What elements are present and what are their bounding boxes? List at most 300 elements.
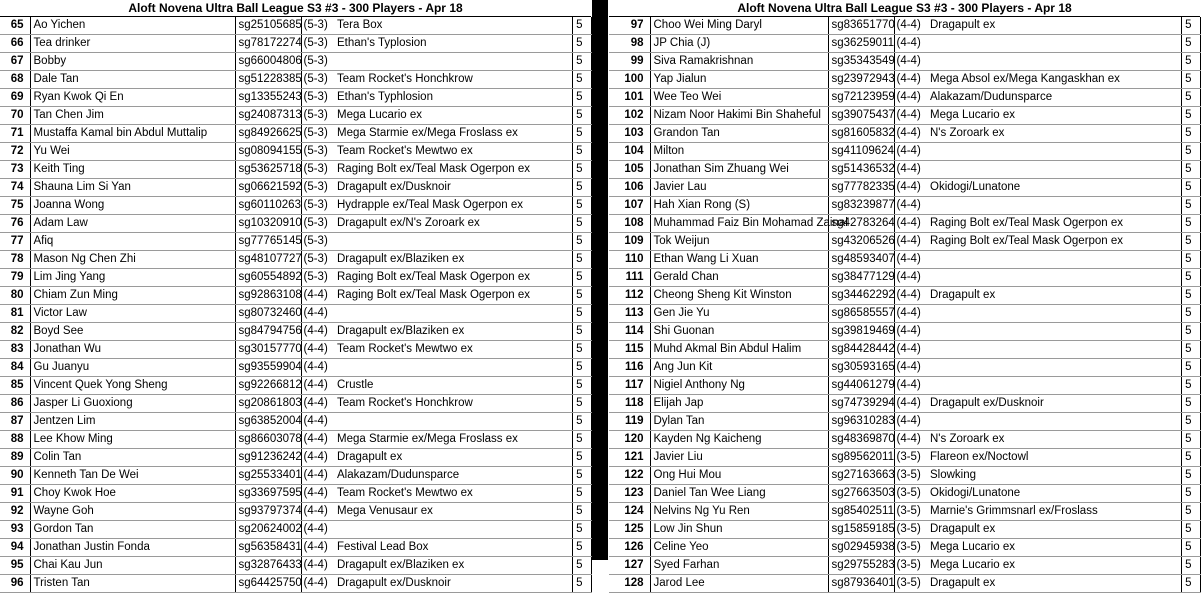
deck-name-cell: Raging Bolt ex/Teal Mask Ogerpon ex	[334, 161, 572, 179]
player-number-cell: 67	[0, 53, 30, 71]
player-name-cell: Jonathan Wu	[30, 341, 235, 359]
points-cell: 5	[572, 485, 591, 503]
match-record-cell: (4-4)	[894, 107, 927, 125]
points-cell: 5	[1181, 395, 1200, 413]
points-cell: 5	[1181, 341, 1200, 359]
player-name-cell: Low Jin Shun	[650, 521, 828, 539]
points-cell: 5	[572, 341, 591, 359]
player-number-cell: 99	[609, 53, 650, 71]
points-cell: 5	[1181, 35, 1200, 53]
points-cell: 5	[572, 233, 591, 251]
player-number-cell: 79	[0, 269, 30, 287]
player-number-cell: 128	[609, 575, 650, 593]
player-name-cell: Gordon Tan	[30, 521, 235, 539]
points-cell: 5	[1181, 521, 1200, 539]
player-id-cell: sg86603078	[235, 431, 301, 449]
player-id-cell: sg86585557	[828, 305, 894, 323]
points-cell: 5	[1181, 557, 1200, 575]
table-row	[0, 341, 591, 359]
player-id-cell: sg85402511	[828, 503, 894, 521]
table-row	[0, 233, 591, 251]
player-number-cell: 120	[609, 431, 650, 449]
player-id-cell: sg20861803	[235, 395, 301, 413]
deck-name-cell: Raging Bolt ex/Teal Mask Ogerpon ex	[334, 269, 572, 287]
points-cell: 5	[1181, 125, 1200, 143]
points-cell: 5	[572, 449, 591, 467]
points-cell: 5	[572, 431, 591, 449]
player-number-cell: 117	[609, 377, 650, 395]
deck-name-cell: Mega Absol ex/Mega Kangaskhan ex	[927, 71, 1181, 89]
player-id-cell: sg44061279	[828, 377, 894, 395]
player-number-cell: 108	[609, 215, 650, 233]
player-id-cell: sg48593407	[828, 251, 894, 269]
table-row	[0, 71, 591, 89]
player-id-cell: sg84428442	[828, 341, 894, 359]
match-record-cell: (4-4)	[301, 575, 334, 593]
table-row	[609, 395, 1200, 413]
player-name-cell: Milton	[650, 143, 828, 161]
player-number-cell: 93	[0, 521, 30, 539]
deck-name-cell: Raging Bolt ex/Teal Mask Ogerpon ex	[927, 233, 1181, 251]
points-cell: 5	[1181, 71, 1200, 89]
table-row	[609, 557, 1200, 575]
match-record-cell: (4-4)	[301, 521, 334, 539]
match-record-cell: (5-3)	[301, 125, 334, 143]
player-name-cell: Hah Xian Rong (S)	[650, 197, 828, 215]
deck-name-cell: Mega Venusaur ex	[334, 503, 572, 521]
player-id-cell: sg48369870	[828, 431, 894, 449]
player-number-cell: 101	[609, 89, 650, 107]
table-row	[0, 89, 591, 107]
match-record-cell: (5-3)	[301, 35, 334, 53]
player-number-cell: 73	[0, 161, 30, 179]
points-cell: 5	[572, 71, 591, 89]
deck-name-cell: Mega Lucario ex	[927, 557, 1181, 575]
table-row	[0, 323, 591, 341]
points-cell: 5	[572, 143, 591, 161]
points-cell: 5	[572, 161, 591, 179]
player-id-cell: sg96310283	[828, 413, 894, 431]
player-name-cell: Ang Jun Kit	[650, 359, 828, 377]
player-id-cell: sg32876433	[235, 557, 301, 575]
table-row	[0, 107, 591, 125]
match-record-cell: (4-4)	[894, 161, 927, 179]
player-name-cell: Kayden Ng Kaicheng	[650, 431, 828, 449]
player-name-cell: Muhammad Faiz Bin Mohamad Zainal	[650, 215, 828, 233]
deck-name-cell	[927, 269, 1181, 287]
points-cell: 5	[572, 539, 591, 557]
player-id-cell: sg87936401	[828, 575, 894, 593]
deck-name-cell	[927, 413, 1181, 431]
points-cell: 5	[572, 215, 591, 233]
match-record-cell: (4-4)	[894, 89, 927, 107]
points-cell: 5	[1181, 215, 1200, 233]
player-number-cell: 104	[609, 143, 650, 161]
match-record-cell: (3-5)	[894, 557, 927, 575]
match-record-cell: (4-4)	[894, 431, 927, 449]
player-name-cell: Dylan Tan	[650, 413, 828, 431]
points-cell: 5	[1181, 269, 1200, 287]
table-row	[609, 305, 1200, 323]
table-row	[609, 323, 1200, 341]
player-id-cell: sg30157770	[235, 341, 301, 359]
table-row	[609, 341, 1200, 359]
player-id-cell: sg89562011	[828, 449, 894, 467]
player-id-cell: sg27163663	[828, 467, 894, 485]
table-row	[0, 395, 591, 413]
player-name-cell: Cheong Sheng Kit Winston	[650, 287, 828, 305]
match-record-cell: (4-4)	[301, 503, 334, 521]
table-row	[609, 215, 1200, 233]
player-number-cell: 77	[0, 233, 30, 251]
player-name-cell: Jonathan Sim Zhuang Wei	[650, 161, 828, 179]
deck-name-cell	[334, 413, 572, 431]
player-id-cell: sg80732460	[235, 305, 301, 323]
deck-name-cell: Dragapult ex/Dusknoir	[334, 179, 572, 197]
points-cell: 5	[1181, 233, 1200, 251]
player-id-cell: sg83239877	[828, 197, 894, 215]
points-cell: 5	[572, 35, 591, 53]
player-number-cell: 83	[0, 341, 30, 359]
match-record-cell: (4-4)	[894, 17, 927, 35]
player-name-cell: Bobby	[30, 53, 235, 71]
match-record-cell: (5-3)	[301, 17, 334, 35]
match-record-cell: (4-4)	[301, 377, 334, 395]
match-record-cell: (3-5)	[894, 539, 927, 557]
match-record-cell: (4-4)	[894, 215, 927, 233]
player-number-cell: 89	[0, 449, 30, 467]
player-number-cell: 96	[0, 575, 30, 593]
table-row	[0, 575, 591, 593]
table-row	[0, 125, 591, 143]
deck-name-cell: Tera Box	[334, 17, 572, 35]
deck-name-cell: Raging Bolt ex/Teal Mask Ogerpon ex	[927, 215, 1181, 233]
player-name-cell: Chai Kau Jun	[30, 557, 235, 575]
deck-name-cell: Mega Lucario ex	[927, 107, 1181, 125]
deck-name-cell	[334, 521, 572, 539]
table-row	[0, 215, 591, 233]
match-record-cell: (5-3)	[301, 251, 334, 269]
player-name-cell: Jarod Lee	[650, 575, 828, 593]
table-row	[0, 17, 591, 35]
points-cell: 5	[1181, 179, 1200, 197]
player-id-cell: sg39075437	[828, 107, 894, 125]
player-number-cell: 112	[609, 287, 650, 305]
player-number-cell: 111	[609, 269, 650, 287]
table-row	[609, 35, 1200, 53]
player-number-cell: 122	[609, 467, 650, 485]
points-cell: 5	[572, 323, 591, 341]
player-number-cell: 109	[609, 233, 650, 251]
player-name-cell: JP Chia (J)	[650, 35, 828, 53]
player-name-cell: Choo Wei Ming Daryl	[650, 17, 828, 35]
player-name-cell: Shi Guonan	[650, 323, 828, 341]
player-number-cell: 91	[0, 485, 30, 503]
deck-name-cell: Team Rocket's Honchkrow	[334, 71, 572, 89]
player-number-cell: 118	[609, 395, 650, 413]
match-record-cell: (3-5)	[894, 449, 927, 467]
match-record-cell: (3-5)	[894, 485, 927, 503]
table-row	[0, 431, 591, 449]
match-record-cell: (5-3)	[301, 197, 334, 215]
points-cell: 5	[572, 521, 591, 539]
table-row	[0, 269, 591, 287]
match-record-cell: (4-4)	[894, 53, 927, 71]
player-id-cell: sg43206526	[828, 233, 894, 251]
deck-name-cell	[927, 359, 1181, 377]
match-record-cell: (4-4)	[301, 467, 334, 485]
player-name-cell: Nelvins Ng Yu Ren	[650, 503, 828, 521]
player-number-cell: 69	[0, 89, 30, 107]
player-name-cell: Ong Hui Mou	[650, 467, 828, 485]
table-row	[609, 179, 1200, 197]
table-row	[609, 575, 1200, 593]
match-record-cell: (4-4)	[894, 305, 927, 323]
table-row	[0, 521, 591, 539]
table-row	[609, 287, 1200, 305]
player-id-cell: sg20624002	[235, 521, 301, 539]
deck-name-cell: Crustle	[334, 377, 572, 395]
table-row	[609, 359, 1200, 377]
deck-name-cell	[927, 251, 1181, 269]
player-id-cell: sg08094155	[235, 143, 301, 161]
player-number-cell: 119	[609, 413, 650, 431]
deck-name-cell: Raging Bolt ex/Teal Mask Ogerpon ex	[334, 287, 572, 305]
deck-name-cell	[334, 359, 572, 377]
sheet-title: Aloft Novena Ultra Ball League S3 #3 - 300 Players - Apr 18	[609, 0, 1200, 17]
player-name-cell: Javier Liu	[650, 449, 828, 467]
deck-name-cell: N's Zoroark ex	[927, 125, 1181, 143]
player-name-cell: Jasper Li Guoxiong	[30, 395, 235, 413]
match-record-cell: (3-5)	[894, 521, 927, 539]
player-number-cell: 95	[0, 557, 30, 575]
match-record-cell: (5-3)	[301, 215, 334, 233]
deck-name-cell	[927, 197, 1181, 215]
points-cell: 5	[1181, 539, 1200, 557]
player-name-cell: Ethan Wang Li Xuan	[650, 251, 828, 269]
player-id-cell: sg27663503	[828, 485, 894, 503]
points-cell: 5	[572, 557, 591, 575]
match-record-cell: (4-4)	[301, 539, 334, 557]
player-id-cell: sg25533401	[235, 467, 301, 485]
player-name-cell: Tea drinker	[30, 35, 235, 53]
match-record-cell: (3-5)	[894, 575, 927, 593]
table-row	[609, 233, 1200, 251]
player-id-cell: sg78172274	[235, 35, 301, 53]
player-name-cell: Daniel Tan Wee Liang	[650, 485, 828, 503]
player-number-cell: 81	[0, 305, 30, 323]
player-name-cell: Yap Jialun	[650, 71, 828, 89]
player-number-cell: 88	[0, 431, 30, 449]
player-number-cell: 66	[0, 35, 30, 53]
panel-divider	[592, 0, 608, 560]
player-id-cell: sg38477129	[828, 269, 894, 287]
match-record-cell: (4-4)	[301, 341, 334, 359]
points-cell: 5	[1181, 503, 1200, 521]
table-row	[609, 269, 1200, 287]
deck-name-cell: Alakazam/Dudunsparce	[334, 467, 572, 485]
player-number-cell: 68	[0, 71, 30, 89]
match-record-cell: (5-3)	[301, 143, 334, 161]
deck-name-cell	[927, 377, 1181, 395]
player-number-cell: 97	[609, 17, 650, 35]
player-name-cell: Mason Ng Chen Zhi	[30, 251, 235, 269]
player-number-cell: 106	[609, 179, 650, 197]
match-record-cell: (5-3)	[301, 233, 334, 251]
points-cell: 5	[1181, 449, 1200, 467]
player-id-cell: sg74739294	[828, 395, 894, 413]
player-name-cell: Wee Teo Wei	[650, 89, 828, 107]
points-cell: 5	[572, 269, 591, 287]
table-row	[609, 17, 1200, 35]
match-record-cell: (4-4)	[894, 287, 927, 305]
player-name-cell: Dale Tan	[30, 71, 235, 89]
player-number-cell: 127	[609, 557, 650, 575]
player-name-cell: Keith Ting	[30, 161, 235, 179]
player-name-cell: Tristen Tan	[30, 575, 235, 593]
match-record-cell: (4-4)	[894, 251, 927, 269]
player-number-cell: 116	[609, 359, 650, 377]
deck-name-cell: Mega Lucario ex	[334, 107, 572, 125]
deck-name-cell: Slowking	[927, 467, 1181, 485]
match-record-cell: (4-4)	[894, 197, 927, 215]
table-row	[0, 143, 591, 161]
points-cell: 5	[572, 125, 591, 143]
table-row	[609, 539, 1200, 557]
match-record-cell: (5-3)	[301, 179, 334, 197]
match-record-cell: (4-4)	[894, 179, 927, 197]
player-number-cell: 107	[609, 197, 650, 215]
points-cell: 5	[1181, 413, 1200, 431]
deck-name-cell: Festival Lead Box	[334, 539, 572, 557]
deck-name-cell: N's Zoroark ex	[927, 431, 1181, 449]
match-record-cell: (4-4)	[301, 287, 334, 305]
deck-name-cell: Dragapult ex/N's Zoroark ex	[334, 215, 572, 233]
player-id-cell: sg84794756	[235, 323, 301, 341]
player-number-cell: 92	[0, 503, 30, 521]
player-number-cell: 87	[0, 413, 30, 431]
player-id-cell: sg24087313	[235, 107, 301, 125]
deck-name-cell	[927, 305, 1181, 323]
points-cell: 5	[572, 251, 591, 269]
player-number-cell: 80	[0, 287, 30, 305]
table-row	[609, 485, 1200, 503]
match-record-cell: (4-4)	[301, 449, 334, 467]
player-id-cell: sg72123959	[828, 89, 894, 107]
player-id-cell: sg25105685	[235, 17, 301, 35]
player-number-cell: 94	[0, 539, 30, 557]
match-record-cell: (5-3)	[301, 161, 334, 179]
table-row	[609, 107, 1200, 125]
table-row	[609, 467, 1200, 485]
player-id-cell: sg64425750	[235, 575, 301, 593]
player-number-cell: 70	[0, 107, 30, 125]
points-cell: 5	[1181, 197, 1200, 215]
match-record-cell: (4-4)	[894, 395, 927, 413]
table-row	[0, 539, 591, 557]
player-name-cell: Jentzen Lim	[30, 413, 235, 431]
deck-name-cell: Ethan's Typlosion	[334, 35, 572, 53]
player-name-cell: Ao Yichen	[30, 17, 235, 35]
player-number-cell: 75	[0, 197, 30, 215]
player-id-cell: sg35343549	[828, 53, 894, 71]
table-row	[609, 71, 1200, 89]
player-number-cell: 114	[609, 323, 650, 341]
player-number-cell: 65	[0, 17, 30, 35]
table-row	[609, 413, 1200, 431]
player-number-cell: 76	[0, 215, 30, 233]
player-id-cell: sg36259011	[828, 35, 894, 53]
player-name-cell: Javier Lau	[650, 179, 828, 197]
points-cell: 5	[1181, 251, 1200, 269]
table-row	[609, 449, 1200, 467]
points-cell: 5	[1181, 575, 1200, 593]
player-number-cell: 72	[0, 143, 30, 161]
table-row	[609, 197, 1200, 215]
player-name-cell: Mustaffa Kamal bin Abdul Muttalip	[30, 125, 235, 143]
deck-name-cell: Dragapult ex/Blaziken ex	[334, 557, 572, 575]
deck-name-cell: Team Rocket's Mewtwo ex	[334, 143, 572, 161]
points-cell: 5	[572, 107, 591, 125]
player-number-cell: 71	[0, 125, 30, 143]
table-row	[0, 179, 591, 197]
player-id-cell: sg29755283	[828, 557, 894, 575]
match-record-cell: (4-4)	[301, 485, 334, 503]
player-name-cell: Yu Wei	[30, 143, 235, 161]
player-name-cell: Gu Juanyu	[30, 359, 235, 377]
standings-panel-right	[609, 0, 1200, 589]
deck-name-cell: Dragapult ex	[334, 449, 572, 467]
points-cell: 5	[1181, 467, 1200, 485]
points-cell: 5	[572, 197, 591, 215]
table-row	[609, 521, 1200, 539]
player-number-cell: 84	[0, 359, 30, 377]
points-cell: 5	[572, 413, 591, 431]
standings-panel-left	[0, 0, 591, 589]
player-number-cell: 121	[609, 449, 650, 467]
player-name-cell: Nigiel Anthony Ng	[650, 377, 828, 395]
player-id-cell: sg93559904	[235, 359, 301, 377]
table-row	[0, 35, 591, 53]
player-id-cell: sg41109624	[828, 143, 894, 161]
points-cell: 5	[1181, 323, 1200, 341]
player-id-cell: sg66004806	[235, 53, 301, 71]
player-number-cell: 90	[0, 467, 30, 485]
deck-name-cell	[334, 53, 572, 71]
deck-name-cell: Mega Lucario ex	[927, 539, 1181, 557]
deck-name-cell: Dragapult ex/Blaziken ex	[334, 251, 572, 269]
match-record-cell: (4-4)	[894, 35, 927, 53]
player-number-cell: 125	[609, 521, 650, 539]
points-cell: 5	[572, 575, 591, 593]
player-number-cell: 74	[0, 179, 30, 197]
standings-table-right	[609, 17, 1201, 593]
points-cell: 5	[1181, 143, 1200, 161]
player-name-cell: Jonathan Justin Fonda	[30, 539, 235, 557]
match-record-cell: (4-4)	[301, 395, 334, 413]
player-name-cell: Grandon Tan	[650, 125, 828, 143]
deck-name-cell	[927, 341, 1181, 359]
player-id-cell: sg60110263	[235, 197, 301, 215]
player-id-cell: sg92266812	[235, 377, 301, 395]
deck-name-cell: Team Rocket's Mewtwo ex	[334, 341, 572, 359]
table-row	[0, 449, 591, 467]
player-name-cell: Muhd Akmal Bin Abdul Halim	[650, 341, 828, 359]
player-id-cell: sg53625718	[235, 161, 301, 179]
player-id-cell: sg06621592	[235, 179, 301, 197]
deck-name-cell: Marnie's Grimmsnarl ex/Froslass	[927, 503, 1181, 521]
player-number-cell: 86	[0, 395, 30, 413]
